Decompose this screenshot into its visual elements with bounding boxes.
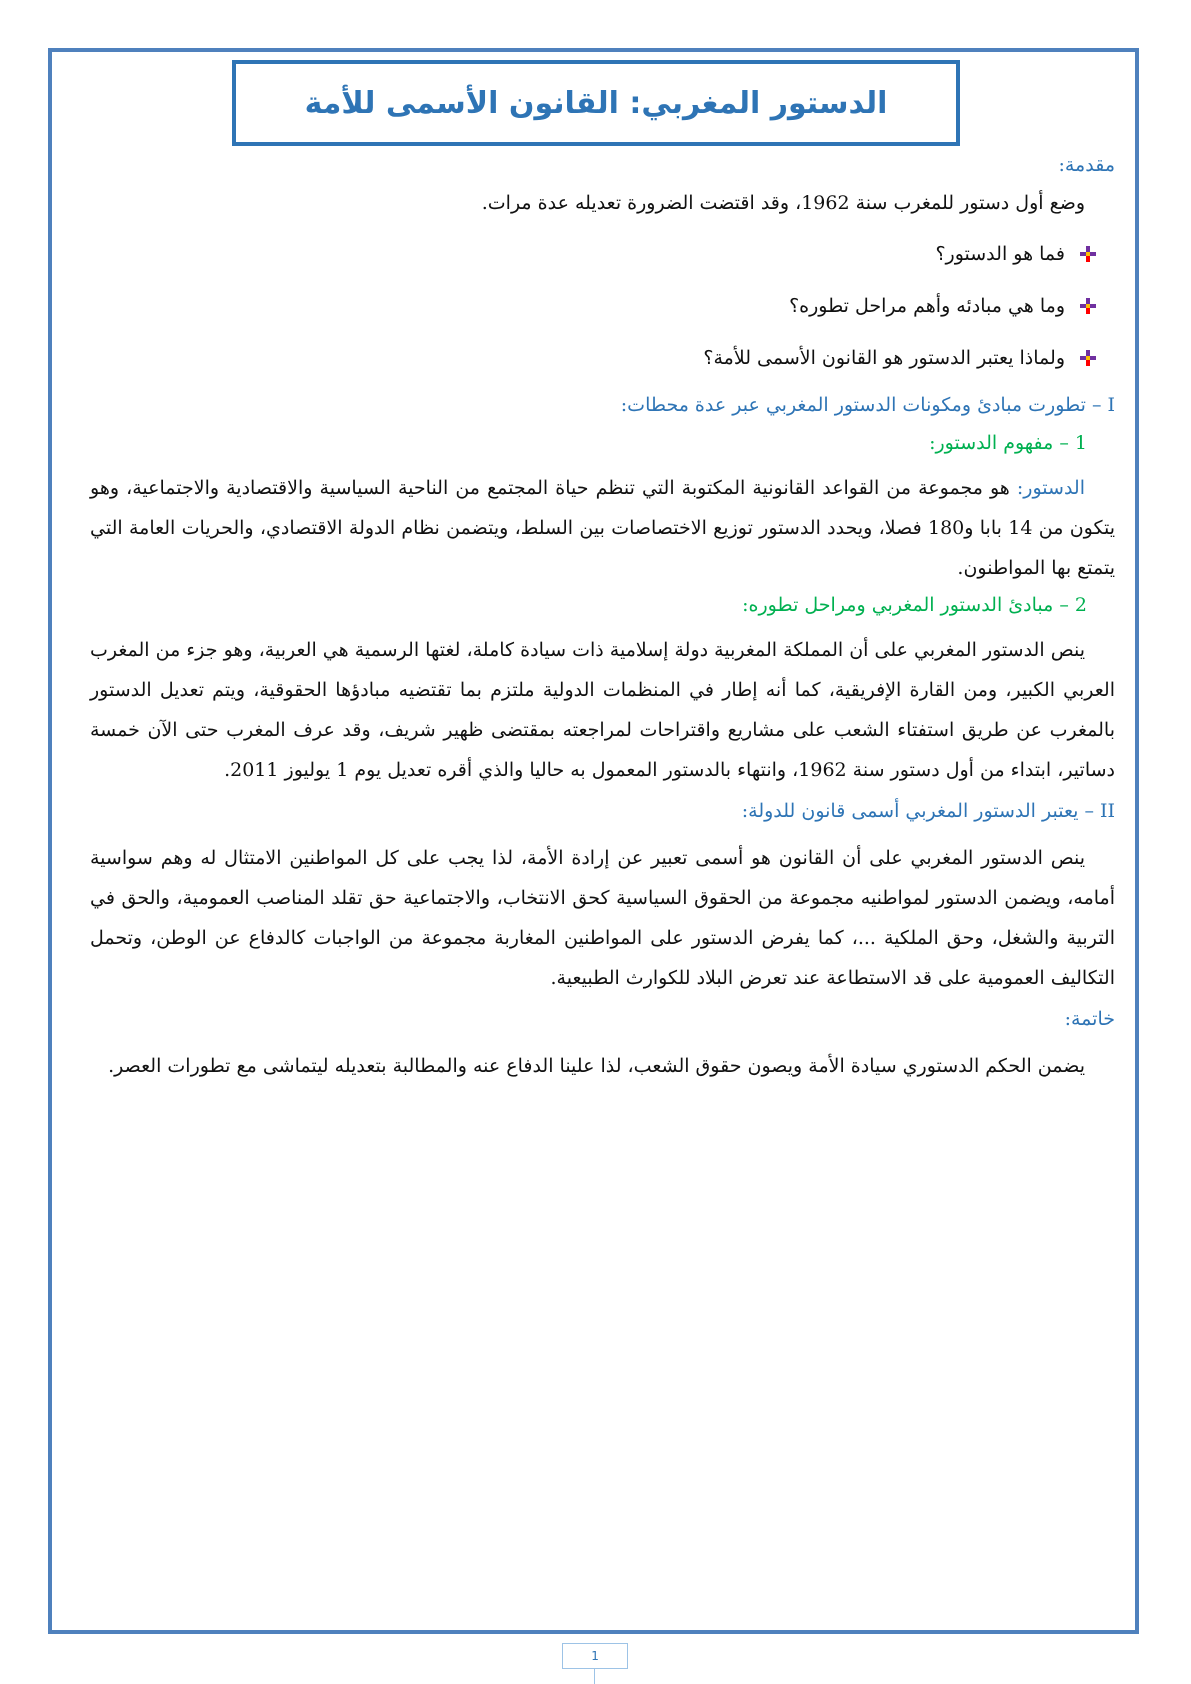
supremacy-text: ينص الدستور المغربي على أن القانون هو أسمى تعبير عن إرادة الأمة، لذا يجب على كل المواطنين الامتثال له وهم سواسية أمامه، ويضمن الدستور لمواطنيه مجموعة من الحقوق السياسية كحق الانتخاب، والاجتماعية حق تقلد المناصب العمومية، والحق في التربية والشغل، وحق الملكية ...، كما يفرض الدستور على المواطنين المغاربة مجموعة من الواجبات كالدفاع عن الوطن، وتحمل التكاليف العمومية على قد الاستطاعة عند تعرض البلاد للكوارث الطبيعية.: [90, 847, 1115, 989]
page-number-stem: [594, 1669, 595, 1684]
conclusion-text: يضمن الحكم الدستوري سيادة الأمة ويصون حقوق الشعب، لذا علينا الدفاع عنه والمطالبة بتعديله ليتماشى مع تطورات العصر.: [108, 1055, 1085, 1077]
question-text: ولماذا يعتبر الدستور هو القانون الأسمى للأمة؟: [703, 347, 1065, 369]
conclusion-heading: خاتمة:: [1064, 1008, 1115, 1030]
intro-text: وضع أول دستور للمغرب سنة 1962، وقد اقتضت الضرورة تعديله عدة مرات.: [481, 192, 1085, 214]
title-box: [232, 60, 960, 146]
definition-text: هو مجموعة من القواعد القانونية المكتوبة التي تنظم حياة المجتمع من الناحية السياسية والاقتصادية والاجتماعية، وهو يتكون من 14 بابا و180 فصلا، ويحدد الدستور توزيع الاختصاصات بين السلط، ويتضمن نظام الدولة الاقتصادي، والحريات العامة التي يتمتع بها المواطنون.: [90, 477, 1115, 579]
principles-text: ينص الدستور المغربي على أن المملكة المغربية دولة إسلامية ذات سيادة كاملة، لغتها الرسمية هي العربية، وهو جزء من المغرب العربي الكبير، ومن القارة الإفريقية، كما أنه إطار في المنظمات الدولية ملتزم بما تقتضيه مبادؤها الحقوقية، ويتم تعديل الدستور بالمغرب عن طريق استفتاء الشعب على مشاريع واقتراحات لمراجعته بمقتضى ظهير شريف، وقد عرف المغرب حتى الآن خمسة دساتير، ابتداء من أول دستور سنة 1962، وانتهاء بالدستور المعمول به حاليا والذي أقره تعديل يوم 1 يوليوز 2011.: [90, 639, 1115, 781]
section1-sub1-heading: 1 – مفهوم الدستور:: [929, 432, 1087, 454]
list-item: [90, 332, 1097, 384]
plus-bullet-icon: [1079, 245, 1097, 263]
supremacy-paragraph: [90, 838, 1115, 998]
definition-paragraph: [90, 468, 1115, 588]
page-number: 1: [562, 1643, 628, 1669]
principles-paragraph: [90, 630, 1115, 790]
question-text: فما هو الدستور؟: [935, 243, 1065, 265]
plus-bullet-icon: [1079, 349, 1097, 367]
intro-questions: [90, 228, 1097, 384]
section2-heading: II – يعتبر الدستور المغربي أسمى قانون للدولة:: [741, 800, 1115, 822]
intro-heading: مقدمة:: [1058, 154, 1115, 176]
list-item: [90, 228, 1097, 280]
section1-heading: I – تطورت مبادئ ومكونات الدستور المغربي عبر عدة محطات:: [620, 394, 1115, 416]
plus-bullet-icon: [1079, 297, 1097, 315]
question-text: وما هي مبادئه وأهم مراحل تطوره؟: [789, 295, 1065, 317]
document-body: [90, 154, 1115, 1092]
list-item: [90, 280, 1097, 332]
document-title: الدستور المغربي: القانون الأسمى للأمة: [304, 85, 888, 121]
conclusion-paragraph: [90, 1046, 1115, 1086]
section1-sub2-heading: 2 – مبادئ الدستور المغربي ومراحل تطوره:: [742, 594, 1087, 616]
definition-term: الدستور:: [1016, 477, 1085, 499]
